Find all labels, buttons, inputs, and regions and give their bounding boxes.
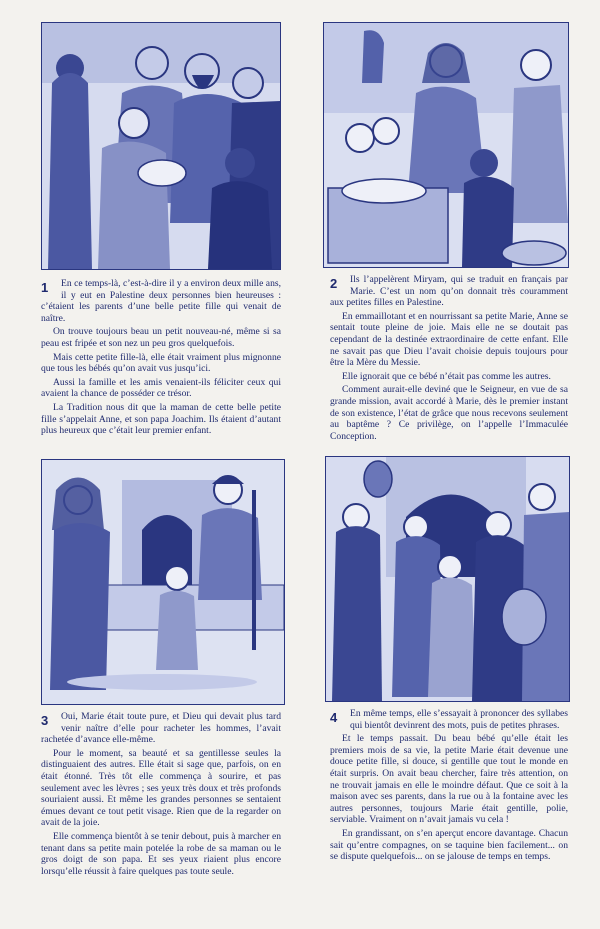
paragraph: Elle commença bientôt à se tenir debout, puis à marcher en tenant dans sa petite main potelée la robe de sa maman ou le gros doigt de son papa. Et ses yeux riaient plus encore lorsqu’elle réussit à faire quelques pas toute seule.: [41, 830, 281, 877]
illustration-girl-with-water-jugs: [325, 456, 570, 702]
paragraph: En grandissant, on s’en aperçut encore davantage. Chacun sait qu’entre compagnes, on se taquine bien facilement... on se dispute quelquefois... on se jalouse de temps en temps.: [330, 827, 568, 863]
paragraph: En emmaillotant et en nourrissant sa petite Marie, Anne se sentait toute pleine de joie. Mais elle ne se doutait pas cependant de la destinée extraordinaire de cette enfant. Elle ne savait pas que Dieu l’avait choisie depuis toujours pour être la Mère du Messie.: [330, 310, 568, 369]
section-number-3: 3: [41, 713, 49, 728]
illustration-family-around-baby: [41, 22, 281, 270]
paragraph: Mais cette petite fille-là, elle était vraiment plus mignonne que tous les bébés qu’on avait vus jusqu’ici.: [41, 351, 281, 375]
section-number-2: 2: [330, 276, 338, 291]
text-section-2: [330, 274, 568, 444]
illustration-swaddling-miryam: [323, 22, 569, 268]
paragraph: Pour le moment, sa beauté et sa gentillesse seules la distinguaient des autres. Elle était si sage que, parfois, on en était étonné. Très tôt elle commença à sourire, et pas seulement avec les lèvres ; ses yeux très doux et très profonds souriaient aussi. Et même les grandes personnes se sentaient émues devant ce tout petit visage. Rien que de la regarder on avait de la joie.: [41, 747, 281, 829]
paragraph: La Tradition nous dit que la maman de cette belle petite fille s’appelait Anne, et son papa Joachim. Ils étaient d’autant plus heureux que c’était leur premier enfant.: [41, 401, 281, 437]
illustration-first-steps-icon: [42, 460, 284, 704]
paragraph: En même temps, elle s’essayait à prononcer des syllabes qui bientôt devinrent des mots, puis de petites phrases.: [350, 708, 568, 731]
illustration-girl-with-water-jugs-icon: [326, 457, 569, 701]
paragraph: Elle ignorait que ce bébé n’était pas comme les autres.: [342, 370, 551, 382]
illustration-swaddling-miryam-icon: [324, 23, 568, 267]
text-section-3: [41, 711, 281, 879]
illustration-first-steps: [41, 459, 285, 705]
section-number-1: 1: [41, 280, 49, 295]
text-section-4: [330, 708, 568, 865]
text-section-1: [41, 278, 281, 439]
paragraph: Aussi la famille et les amis venaient-ils féliciter ceux qui avaient la chance de posséder ce trésor.: [41, 376, 281, 400]
section-number-4: 4: [330, 710, 338, 725]
paragraph: Et le temps passait. Du beau bébé qu’elle était les premiers mois de sa vie, la petite Marie était devenue une douce petite fille, si douce, si gentille que tout le monde en était surpris. On avait beau chercher, faire très attention, on ne trouvait jamais en elle le moindre défaut. Que ce soit à la maison avec ses parents, dans la rue ou à la fontaine avec les autres personnes, toujours Marie était gentille, polie, serviable. Vraiment on n’avait jamais vu cela !: [330, 733, 568, 826]
paragraph: Ils l’appelèrent Miryam, qui se traduit en français par Marie. C’est un nom qu’on donnait très couramment aux petites filles en Palestine.: [330, 274, 568, 309]
paragraph: Comment aurait-elle deviné que le Seigneur, en vue de sa grande mission, avait accordé à Marie, dès le premier instant de son existence, l’état de grâce que nous recevons seulement au baptême ? Ce privilège, on l’appelle l’Immaculée Conception.: [330, 384, 568, 442]
illustration-family-around-baby-icon: [42, 23, 280, 269]
paragraph: En ce temps-là, c’est-à-dire il y a environ deux mille ans, il y eut en Palestine deux personnes bien heureuses : c’étaient les parents d’une belle petite fille qui venait de naître.: [41, 278, 281, 324]
paragraph: On trouve toujours beau un petit nouveau-né, même si sa peau est fripée et son nez un peu gros quelquefois.: [41, 326, 281, 349]
paragraph: Oui, Marie était toute pure, et Dieu qui devait plus tard venir naître d’elle pour racheter les hommes, l’avait rachetée d’avance elle-même.: [41, 711, 281, 746]
